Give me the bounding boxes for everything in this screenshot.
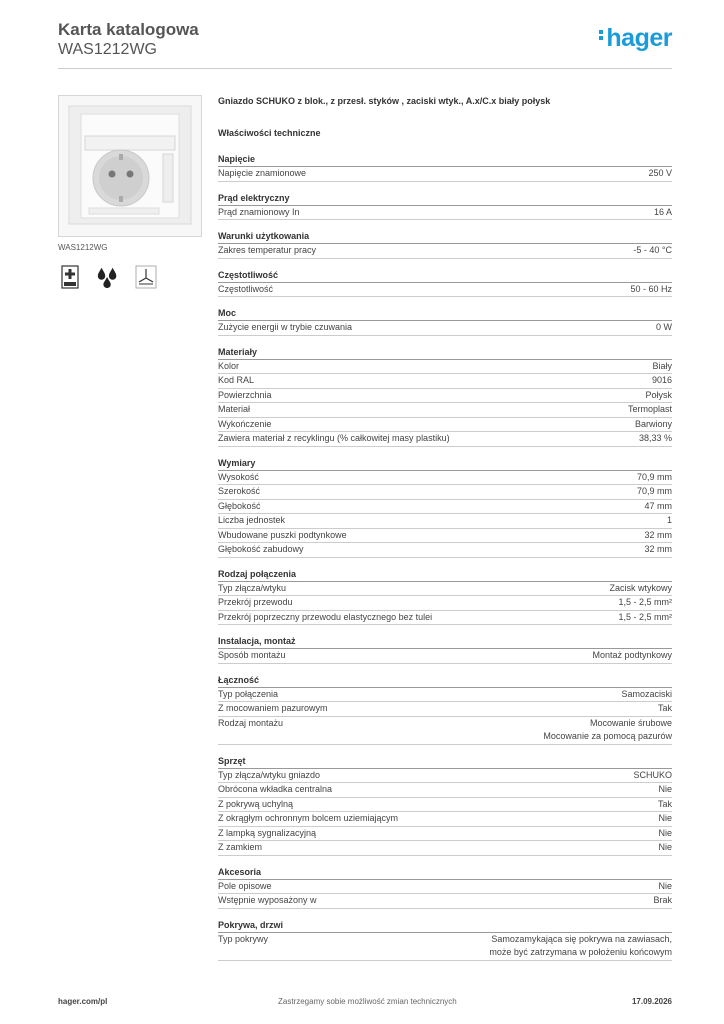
- spec-group-title: Sprzęt: [218, 755, 672, 769]
- spec-label: Zawiera materiał z recyklingu (% całkowitej masy plastiku): [218, 433, 450, 443]
- spec-value: 1,5 - 2,5 mm²: [618, 611, 672, 622]
- spec-value: 16 A: [653, 206, 672, 217]
- spec-row: [218, 321, 672, 336]
- spec-row: [218, 514, 672, 529]
- spec-value: 50 - 60 Hz: [630, 283, 672, 294]
- spec-label: Materiał: [218, 404, 251, 414]
- spec-label: Pole opisowe: [218, 880, 272, 891]
- document-title: Karta katalogowa: [58, 20, 199, 39]
- spec-group-title: Materiały: [218, 346, 672, 360]
- spec-label: Częstotliwość: [218, 283, 274, 294]
- spec-row: [218, 389, 672, 404]
- spec-group-title: Łączność: [218, 674, 672, 688]
- spec-label: Typ złącza/wtyku: [218, 582, 287, 593]
- spec-group-title: Wymiary: [218, 457, 672, 471]
- spec-group: [218, 230, 672, 269]
- image-caption: WAS1212WG: [58, 243, 108, 252]
- spec-row: [218, 206, 672, 221]
- spec-row: [218, 244, 672, 259]
- spec-row: [218, 471, 672, 486]
- spec-row: [218, 529, 672, 544]
- spec-label: Z pokrywą uchylną: [218, 798, 294, 809]
- spec-row: [218, 880, 672, 895]
- spec-label: Powierzchnia: [218, 389, 272, 400]
- spec-label: Z okrągłym ochronnym bolcem uziemiającym: [218, 813, 399, 823]
- spec-label: Typ pokrywy: [218, 933, 269, 944]
- spec-value: 32 mm: [644, 544, 672, 554]
- spec-value: 0 W: [655, 322, 672, 332]
- spec-spacer: [218, 745, 672, 755]
- spec-label: Kolor: [218, 360, 240, 371]
- spec-label: Przekrój przewodu: [218, 597, 293, 607]
- spec-label: Prąd znamionowy In: [218, 206, 300, 217]
- spec-value: 70,9 mm: [636, 471, 672, 482]
- spec-label: Z zamkiem: [218, 842, 263, 852]
- spec-group: [218, 866, 672, 919]
- spec-row: [218, 403, 672, 418]
- spec-label: Obrócona wkładka centralna: [218, 784, 333, 794]
- spec-value: 47 mm: [644, 500, 672, 511]
- spec-row: [218, 688, 672, 703]
- spec-value: Montaż podtynkowy: [592, 650, 672, 660]
- spec-row: [218, 827, 672, 842]
- spec-label: Typ połączenia: [218, 688, 279, 699]
- spec-group-title: Prąd elektryczny: [218, 192, 672, 206]
- spec-row: [218, 582, 672, 597]
- spec-label: Szerokość: [218, 486, 261, 496]
- footer-date: 17.09.2026: [631, 997, 672, 1006]
- spec-row: [218, 283, 672, 298]
- footer-disclaimer: Zastrzegamy sobie możliwość zmian technicznych: [278, 997, 457, 1006]
- spec-value: 1,5 - 2,5 mm²: [618, 597, 672, 607]
- spec-label: Liczba jednostek: [218, 515, 286, 525]
- spec-spacer: [218, 961, 672, 971]
- spec-label: Kod RAL: [218, 375, 255, 385]
- spec-group-title: Pokrywa, drzwi: [218, 919, 672, 933]
- spec-group: [218, 568, 672, 636]
- spec-row: [218, 360, 672, 375]
- spec-row: [218, 374, 672, 389]
- spec-spacer: [218, 447, 672, 457]
- spec-label: Zużycie energii w trybie czuwania: [218, 322, 353, 332]
- ip-plus-icon: [58, 264, 82, 290]
- spec-value: Samozaciski: [621, 688, 672, 699]
- spec-row: [218, 933, 672, 961]
- spec-value: 1: [666, 515, 672, 525]
- spec-value: Połysk: [645, 389, 672, 400]
- spec-label: Wykończenie: [218, 418, 272, 429]
- spec-row: [218, 596, 672, 611]
- spec-value: Zacisk wtykowy: [609, 582, 672, 593]
- hager-logo: [599, 24, 672, 53]
- spec-value: Nie: [658, 842, 672, 852]
- spec-group: [218, 153, 672, 192]
- spec-value: Mocowanie śrubowe Mocowanie za pomocą pazurów: [543, 717, 672, 741]
- spec-group: [218, 269, 672, 308]
- header-divider: [58, 68, 672, 69]
- spec-value: Barwiony: [634, 418, 672, 429]
- spec-spacer: [218, 558, 672, 568]
- spec-spacer: [218, 664, 672, 674]
- circuit-symbol-icon: [134, 264, 158, 290]
- spec-label: Sposób montażu: [218, 650, 286, 660]
- spec-value: Tak: [657, 703, 672, 713]
- spec-group: [218, 635, 672, 674]
- spec-group-title: Rodzaj połączenia: [218, 568, 672, 582]
- spec-spacer: [218, 297, 672, 307]
- spec-label: Wstępnie wyposażony w: [218, 895, 317, 905]
- spec-value: Biały: [652, 360, 672, 371]
- spec-group: [218, 192, 672, 231]
- spec-row: [218, 812, 672, 827]
- spec-row: [218, 500, 672, 515]
- document-header: [58, 20, 672, 68]
- spec-value: Samozamykająca się pokrywa na zawiasach, może być zatrzymana w położeniu końcowym: [489, 933, 672, 957]
- spec-row: [218, 717, 672, 745]
- product-code: WAS1212WG: [58, 41, 157, 58]
- spec-value: Nie: [658, 827, 672, 838]
- spec-value: Termoplast: [627, 404, 672, 414]
- spec-spacer: [218, 856, 672, 866]
- spec-group-title: Moc: [218, 307, 672, 321]
- spec-value: SCHUKO: [633, 769, 672, 780]
- spec-label: Z lampką sygnalizacyjną: [218, 827, 317, 838]
- spec-label: Głębokość zabudowy: [218, 544, 304, 554]
- spec-spacer: [218, 336, 672, 346]
- spec-row: [218, 769, 672, 784]
- spec-spacer: [218, 182, 672, 192]
- spec-row: [218, 485, 672, 500]
- spec-group-title: Częstotliwość: [218, 269, 672, 283]
- spec-group-title: Warunki użytkowania: [218, 230, 672, 244]
- spec-spacer: [218, 259, 672, 269]
- spec-value: Nie: [658, 813, 672, 823]
- spec-label: Typ złącza/wtyku gniazdo: [218, 769, 321, 780]
- spec-value: 38,33 %: [638, 433, 672, 443]
- logo-text: hager: [606, 24, 672, 52]
- spec-group: [218, 919, 672, 971]
- logo-dots-icon: [599, 28, 604, 42]
- spec-label: Wbudowane puszki podtynkowe: [218, 529, 347, 540]
- product-specification: [218, 96, 672, 971]
- spec-value: Nie: [658, 880, 672, 891]
- spec-group: [218, 346, 672, 457]
- spec-row: [218, 611, 672, 626]
- spec-label: Wysokość: [218, 471, 259, 482]
- spec-row: [218, 167, 672, 182]
- spec-row: [218, 783, 672, 798]
- technical-properties-heading: Właściwości techniczne: [218, 128, 321, 138]
- spec-row: [218, 432, 672, 447]
- product-image: [58, 95, 202, 237]
- spec-value: Nie: [658, 784, 672, 794]
- spec-spacer: [218, 220, 672, 230]
- spec-group: [218, 307, 672, 346]
- socket-illustration: [59, 96, 201, 236]
- spec-row: [218, 841, 672, 856]
- spec-group: [218, 755, 672, 866]
- spec-row: [218, 649, 672, 664]
- spec-sections: [218, 153, 672, 971]
- spec-value: -5 - 40 °C: [633, 245, 672, 255]
- footer-website: hager.com/pl: [58, 997, 108, 1006]
- spec-label: Przekrój poprzeczny przewodu elastycznego bez tulei: [218, 611, 433, 622]
- product-name: Gniazdo SCHUKO z blok., z przesł. styków , zaciski wtyk., A.x/C.x biały połysk: [218, 96, 551, 106]
- spec-row: [218, 543, 672, 558]
- spec-label: Głębokość: [218, 500, 261, 511]
- spec-group: [218, 674, 672, 755]
- spec-value: Brak: [653, 895, 672, 905]
- spec-value: Tak: [657, 798, 672, 809]
- spec-group-title: Instalacja, montaż: [218, 635, 672, 649]
- spec-row: [218, 702, 672, 717]
- spec-value: 250 V: [648, 168, 672, 178]
- spec-spacer: [218, 909, 672, 919]
- spec-group: [218, 457, 672, 568]
- spec-row: [218, 418, 672, 433]
- spec-value: 9016: [651, 375, 672, 385]
- spec-value: 32 mm: [644, 529, 672, 540]
- spec-label: Rodzaj montażu: [218, 717, 284, 728]
- spec-row: [218, 894, 672, 909]
- spec-row: [218, 798, 672, 813]
- spec-label: Napięcie znamionowe: [218, 168, 307, 178]
- spec-label: Zakres temperatur pracy: [218, 245, 317, 255]
- water-drops-icon: [96, 264, 120, 290]
- spec-label: Z mocowaniem pazurowym: [218, 703, 328, 713]
- spec-group-title: Napięcie: [218, 153, 672, 167]
- spec-group-title: Akcesoria: [218, 866, 672, 880]
- feature-icons: [58, 264, 158, 290]
- spec-spacer: [218, 625, 672, 635]
- spec-value: 70,9 mm: [636, 486, 672, 496]
